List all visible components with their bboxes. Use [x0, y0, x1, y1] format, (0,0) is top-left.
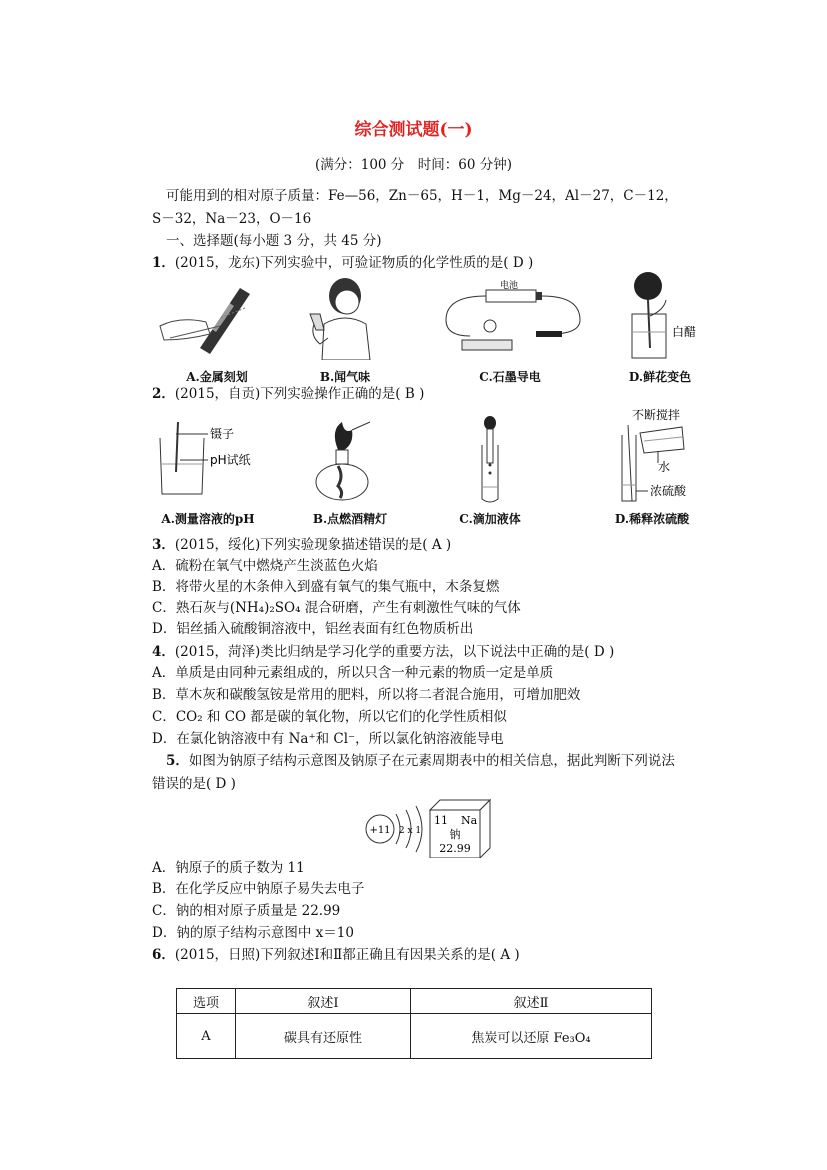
question-text: (2015，菏泽)类比归纳是学习化学的重要方法，以下说法中正确的是( D ) [174, 644, 615, 660]
vinegar-label: 白醋 [672, 325, 697, 339]
table-cell: A [177, 1014, 236, 1059]
tweezers-label: 镊子 [210, 427, 235, 441]
caption-1b: B.闻气味 [319, 370, 371, 384]
question-number: 4． [152, 644, 175, 660]
table-header-cell: 选项 [177, 989, 236, 1014]
q3-option-d: D．铝丝插入硫酸铜溶液中，铝丝表面有红色物质析出 [152, 621, 474, 637]
question-text: (2015，绥化)下列实验现象描述错误的是( A ) [174, 537, 452, 553]
question-text: (2015，自贡)下列实验操作正确的是( B ) [174, 386, 425, 402]
ph-paper-label: pH试纸 [210, 453, 251, 467]
question-6 [152, 946, 520, 964]
q5-option-d: D．钠的原子结构示意图中 x＝10 [152, 925, 354, 941]
ph-measure-figure [150, 420, 280, 500]
question-1 [152, 254, 533, 272]
question-number: 3． [152, 537, 175, 553]
dropper-figure [470, 415, 510, 505]
caption-1a: A.金属刻划 [186, 370, 248, 384]
q5-option-a: A．钠原子的质子数为 11 [152, 860, 305, 876]
q5-option-b: B．在化学反应中钠原子易失去电子 [152, 881, 365, 897]
q4-option-c: C．CO₂ 和 CO 都是碳的氧化物，所以它们的化学性质相似 [152, 709, 507, 725]
question-text: 如图为钠原子结构示意图及钠原子在元素周期表中的相关信息，据此判断下列说法 [188, 753, 675, 769]
question-4 [152, 643, 614, 661]
caption-1c: C.石墨导电 [479, 370, 541, 384]
q4-option-d: D．在氯化钠溶液中有 Na⁺和 Cl⁻，所以氯化钠溶液能导电 [152, 731, 504, 747]
water-label: 水 [658, 460, 671, 474]
caption-1d: D.鲜花变色 [628, 370, 692, 384]
q3-option-a: A．硫粉在氧气中燃烧产生淡蓝色火焰 [152, 558, 378, 574]
question-5 [166, 752, 675, 770]
caption-2c: C.滴加液体 [459, 512, 521, 526]
question-text: (2015，日照)下列叙述Ⅰ和Ⅱ都正确且有因果关系的是( A ) [174, 947, 520, 963]
exam-info: (满分：100 分 时间：60 分钟) [314, 157, 513, 173]
table-cell: 碳具有还原性 [236, 1014, 411, 1059]
question-number: 2． [152, 386, 175, 402]
question-number: 1． [152, 255, 175, 271]
metal-scratch-figure [150, 278, 270, 360]
table-cell: 焦炭可以还原 Fe₃O₄ [411, 1014, 652, 1059]
caption-2d: D.稀释浓硫酸 [614, 512, 690, 526]
table-header-cell: 叙述Ⅱ [411, 989, 652, 1014]
table-header-row [177, 989, 652, 1014]
caption-2b: B.点燃酒精灯 [312, 512, 388, 526]
atomic-mass: 22.99 [439, 842, 471, 855]
question-text: (2015，龙东)下列实验中，可验证物质的化学性质的是( D ) [174, 255, 534, 271]
question-number: 6． [152, 947, 175, 963]
q3-option-b: B．将带火星的木条伸入到盛有氧气的集气瓶中，木条复燃 [152, 579, 500, 595]
q5-option-c: C．钠的相对原子质量是 22.99 [152, 903, 341, 919]
element-symbol: Na [461, 814, 478, 827]
sodium-atom-figure [362, 796, 494, 858]
answer-table [176, 988, 652, 1059]
section-heading: 一、选择题(每小题 3 分，共 45 分) [166, 233, 382, 249]
question-3 [152, 536, 451, 554]
atomic-number: 11 [434, 814, 448, 827]
table-header-cell: 叙述Ⅰ [236, 989, 411, 1014]
table-row [177, 1014, 652, 1059]
question-2 [152, 385, 424, 403]
q4-option-a: A．单质是由同种元素组成的，所以只含一种元素的物质一定是单质 [152, 665, 554, 681]
shell-label: 2 x 1 [398, 826, 422, 836]
intro-line-2: S－32，Na－23，O－16 [152, 211, 312, 227]
flower-figure [620, 270, 710, 362]
element-name: 钠 [449, 828, 461, 841]
page-title: 综合测试题(一) [354, 120, 473, 140]
caption-2a: A.测量溶液的pH [161, 512, 255, 526]
intro-line-1: 可能用到的相对原子质量：Fe—56，Zn－65，H－1，Mg－24，Al－27，C－12， [166, 188, 678, 204]
question-number: 5． [166, 753, 189, 769]
q4-option-b: B．草木灰和碳酸氢铵是常用的肥料，所以将二者混合施用，可增加肥效 [152, 687, 581, 703]
stir-label: 不断搅拌 [632, 408, 681, 422]
battery-label: 电池 [500, 281, 519, 291]
q3-option-c: C．熟石灰与(NH₄)₂SO₄ 混合研磨，产生有刺激性气味的气体 [152, 600, 521, 616]
nucleus-label: +11 [369, 825, 391, 836]
graphite-conduction-figure [440, 276, 585, 360]
alcohol-lamp-figure [308, 420, 378, 504]
dilute-acid-figure [600, 405, 730, 505]
acid-label: 浓硫酸 [650, 484, 687, 498]
question-5-cont: 错误的是( D ) [152, 776, 236, 792]
smell-figure [300, 274, 390, 360]
